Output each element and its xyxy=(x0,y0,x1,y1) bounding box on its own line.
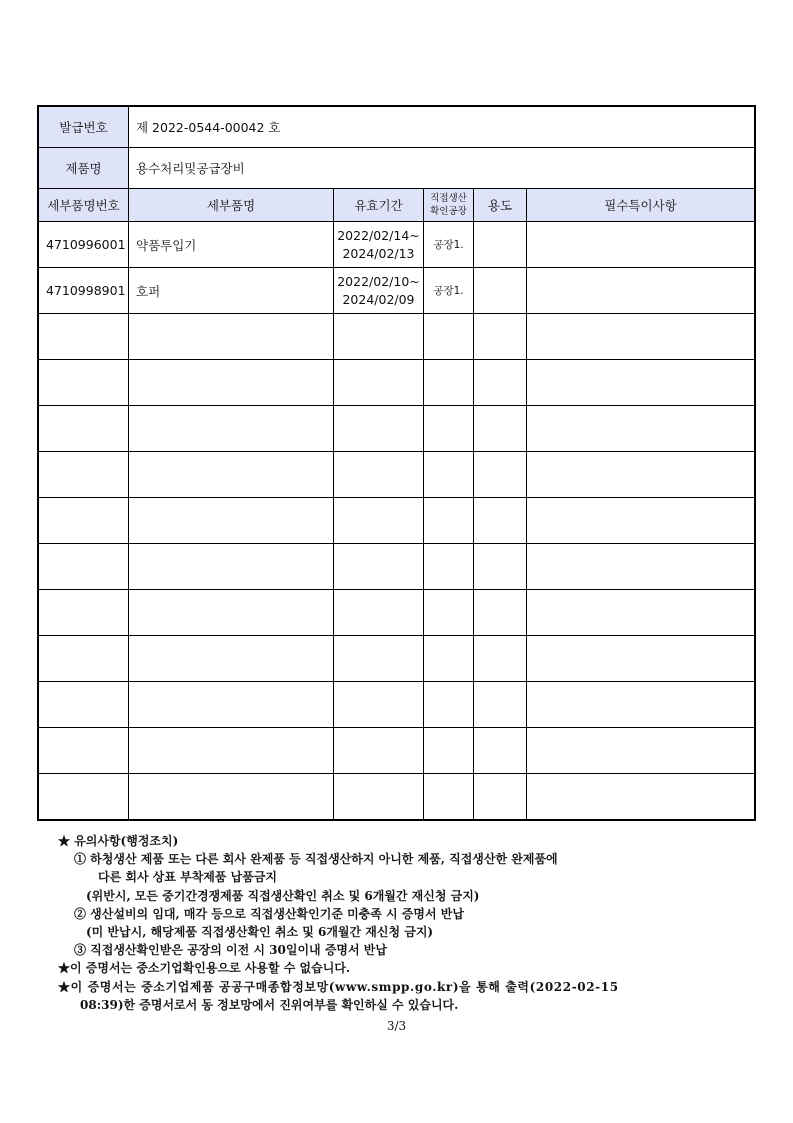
validity-period xyxy=(334,268,424,314)
column-header-row xyxy=(39,189,755,222)
empty-cell xyxy=(334,590,424,636)
empty-cell xyxy=(334,360,424,406)
note-item-1-line-1: ① 하청생산 제품 또는 다른 회사 완제품 등 직접생산하지 아니한 제품, 직접생산한 완제품에 xyxy=(74,852,558,867)
empty-table-row xyxy=(39,728,755,774)
empty-cell xyxy=(334,728,424,774)
empty-table-row xyxy=(39,590,755,636)
note-item-1-line-3: (위반시, 모든 중기간경쟁제품 직접생산확인 취소 및 6개월간 재신청 금지) xyxy=(86,888,480,903)
empty-table-row xyxy=(39,406,755,452)
column-header-code: 세부품명번호 xyxy=(39,189,129,222)
empty-table-row xyxy=(39,314,755,360)
empty-cell xyxy=(129,314,334,360)
validity-period xyxy=(334,222,424,268)
item-code: 4710998901 xyxy=(39,268,129,314)
certificate-table-frame xyxy=(37,105,756,821)
note-item-2-line-1: ② 생산설비의 임대, 매각 등으로 직접생산확인기준 미충족 시 증명서 반납 xyxy=(74,906,464,921)
product-name-value: 용수처리및공급장비 xyxy=(129,148,755,189)
empty-cell xyxy=(527,314,755,360)
empty-table-row xyxy=(39,682,755,728)
empty-cell xyxy=(39,774,129,820)
item-name: 호퍼 xyxy=(129,268,334,314)
period-start: 2022/02/10~ xyxy=(337,273,420,289)
issue-number-label: 발급번호 xyxy=(39,107,129,148)
empty-table-row xyxy=(39,544,755,590)
empty-cell xyxy=(424,590,474,636)
note-item-2-line-2: (미 반납시, 해당제품 직접생산확인 취소 및 6개월간 재신청 금지) xyxy=(86,924,434,939)
note-item-1-line-2: 다른 회사 상표 부착제품 납품금지 xyxy=(98,870,278,885)
empty-cell xyxy=(39,636,129,682)
notes-section xyxy=(58,832,758,1014)
empty-cell xyxy=(527,728,755,774)
usage-cell xyxy=(474,222,527,268)
empty-cell xyxy=(334,544,424,590)
note-item-3: ③ 직접생산확인받은 공장의 이전 시 30일이내 증명서 반납 xyxy=(74,943,387,958)
empty-cell xyxy=(527,636,755,682)
empty-cell xyxy=(527,498,755,544)
empty-cell xyxy=(334,774,424,820)
empty-cell xyxy=(334,636,424,682)
column-header-period: 유효기간 xyxy=(334,189,424,222)
empty-cell xyxy=(39,590,129,636)
empty-cell xyxy=(424,498,474,544)
factory-cell: 공장1. xyxy=(424,222,474,268)
empty-cell xyxy=(527,452,755,498)
factory-cell: 공장1. xyxy=(424,268,474,314)
notice-1: ★이 증명서는 중소기업확인용으로 사용할 수 없습니다. xyxy=(58,961,351,976)
empty-cell xyxy=(424,682,474,728)
issue-number-row xyxy=(39,107,755,148)
empty-cell xyxy=(334,314,424,360)
empty-cell xyxy=(129,544,334,590)
empty-table-row xyxy=(39,498,755,544)
empty-cell xyxy=(424,314,474,360)
empty-cell xyxy=(424,452,474,498)
empty-cell xyxy=(129,406,334,452)
empty-cell xyxy=(39,544,129,590)
empty-cell xyxy=(474,360,527,406)
empty-cell xyxy=(474,544,527,590)
column-header-usage: 용도 xyxy=(474,189,527,222)
empty-cell xyxy=(527,682,755,728)
empty-cell xyxy=(39,314,129,360)
page-number: 3/3 xyxy=(386,1019,407,1033)
column-header-name: 세부품명 xyxy=(129,189,334,222)
empty-table-row xyxy=(39,452,755,498)
empty-cell xyxy=(424,544,474,590)
empty-cell xyxy=(129,498,334,544)
empty-cell xyxy=(527,590,755,636)
empty-cell xyxy=(474,452,527,498)
period-end: 2024/02/13 xyxy=(342,245,415,261)
empty-table-row xyxy=(39,360,755,406)
period-end: 2024/02/09 xyxy=(342,291,415,307)
notice-2-line-2: 08:39)한 증명서로서 동 정보망에서 진위여부를 확인하실 수 있습니다. xyxy=(80,997,459,1012)
notes-cell xyxy=(527,222,755,268)
empty-cell xyxy=(129,774,334,820)
empty-cell xyxy=(474,590,527,636)
notes-cell xyxy=(527,268,755,314)
empty-cell xyxy=(39,498,129,544)
empty-cell xyxy=(129,636,334,682)
empty-cell xyxy=(334,498,424,544)
empty-cell xyxy=(474,774,527,820)
certificate-table xyxy=(38,106,755,820)
table-row xyxy=(39,268,755,314)
empty-cell xyxy=(39,360,129,406)
empty-cell xyxy=(129,728,334,774)
column-header-notes: 필수특이사항 xyxy=(527,189,755,222)
empty-cell xyxy=(129,452,334,498)
empty-cell xyxy=(334,452,424,498)
empty-cell xyxy=(129,682,334,728)
empty-cell xyxy=(527,544,755,590)
notice-2-line-1: ★이 증명서는 중소기업제품 공공구매종합정보망(www.smpp.go.kr)을 통해 출력(2022-02-15 xyxy=(58,979,619,994)
empty-cell xyxy=(39,406,129,452)
column-header-factory xyxy=(424,189,474,222)
product-name-row xyxy=(39,148,755,189)
empty-cell xyxy=(424,774,474,820)
empty-cell xyxy=(474,682,527,728)
empty-table-row xyxy=(39,636,755,682)
empty-cell xyxy=(39,452,129,498)
empty-cell xyxy=(474,636,527,682)
empty-cell xyxy=(334,682,424,728)
factory-header-text: 직접생산 확인공장 xyxy=(430,193,467,217)
empty-rows xyxy=(39,314,755,820)
empty-table-row xyxy=(39,774,755,820)
empty-cell xyxy=(474,498,527,544)
empty-cell xyxy=(129,360,334,406)
empty-cell xyxy=(424,406,474,452)
empty-cell xyxy=(424,728,474,774)
empty-cell xyxy=(474,728,527,774)
notes-heading: ★ 유의사항(행정조치) xyxy=(58,834,179,848)
item-name: 약품투입기 xyxy=(129,222,334,268)
empty-cell xyxy=(527,360,755,406)
empty-cell xyxy=(474,314,527,360)
empty-cell xyxy=(334,406,424,452)
empty-cell xyxy=(39,682,129,728)
empty-cell xyxy=(39,728,129,774)
period-start: 2022/02/14~ xyxy=(337,227,420,243)
empty-cell xyxy=(424,360,474,406)
issue-number-value: 제 2022-0544-00042 호 xyxy=(129,107,755,148)
empty-cell xyxy=(474,406,527,452)
empty-cell xyxy=(129,590,334,636)
product-name-label: 제품명 xyxy=(39,148,129,189)
empty-cell xyxy=(424,636,474,682)
usage-cell xyxy=(474,268,527,314)
empty-cell xyxy=(527,406,755,452)
item-code: 4710996001 xyxy=(39,222,129,268)
empty-cell xyxy=(527,774,755,820)
table-row xyxy=(39,222,755,268)
